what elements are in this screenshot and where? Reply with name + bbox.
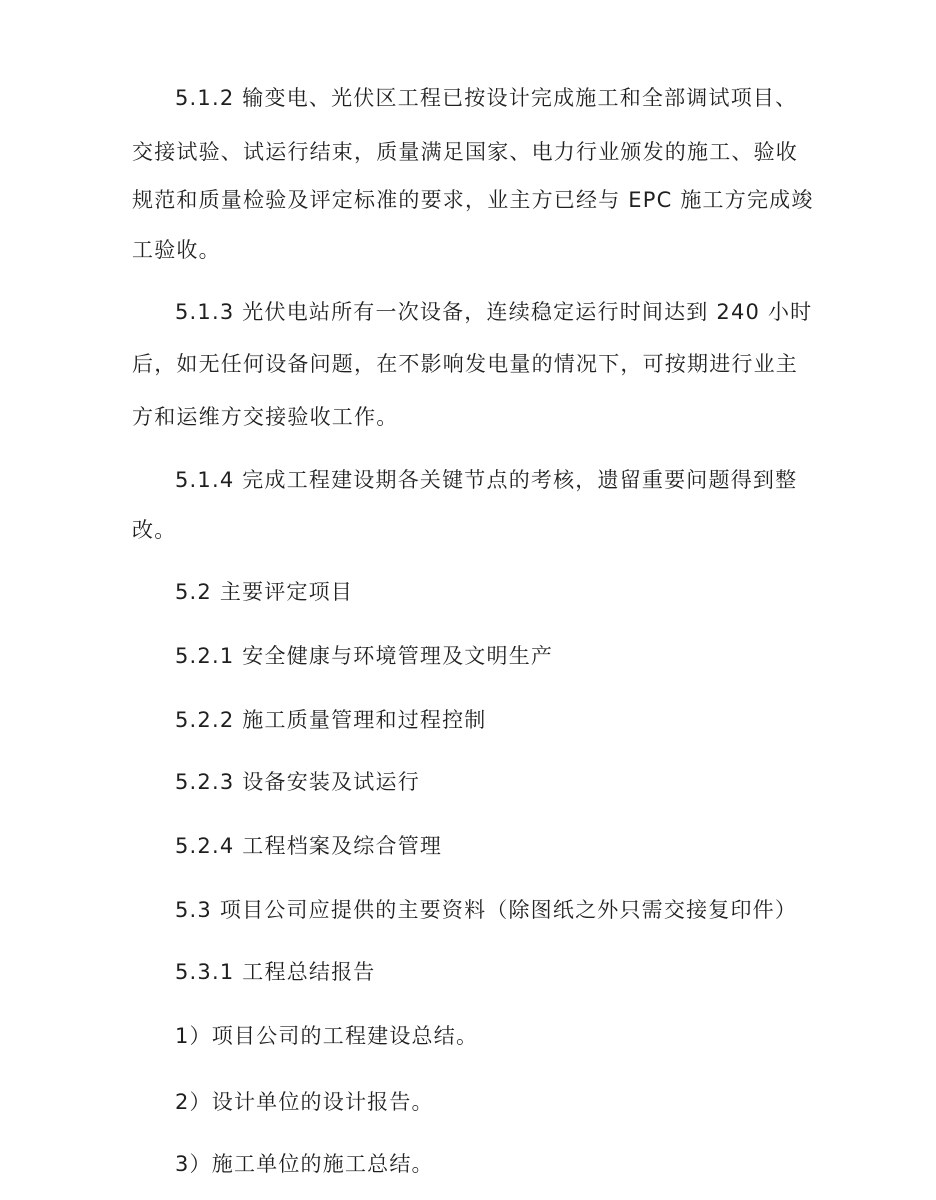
para-5-1-2-line-3: 规范和质量检验及评定标准的要求，业主方已经与 EPC 施工方完成竣 <box>132 188 814 212</box>
para-5-1-3-line-1: 5.1.3 光伏电站所有一次设备，连续稳定运行时间达到 240 小时 <box>175 300 813 324</box>
para-5-1-3-line-2: 后，如无任何设备问题，在不影响发电量的情况下，可按期进行业主 <box>132 352 798 376</box>
para-5-1-4-line-1: 5.1.4 完成工程建设期各关键节点的考核，遗留重要问题得到整 <box>175 468 798 492</box>
heading-5-2-2: 5.2.2 施工质量管理和过程控制 <box>175 708 487 732</box>
heading-5-2-3: 5.2.3 设备安装及试运行 <box>175 770 420 794</box>
para-5-1-4-line-2: 改。 <box>132 518 177 542</box>
heading-5-2: 5.2 主要评定项目 <box>175 580 354 604</box>
list-item: 3）施工单位的施工总结。 <box>175 1152 434 1176</box>
para-5-1-2-line-2: 交接试验、试运行结束，质量满足国家、电力行业颁发的施工、验收 <box>132 140 798 164</box>
heading-5-3-1: 5.3.1 工程总结报告 <box>175 960 376 984</box>
list-item: 1）项目公司的工程建设总结。 <box>175 1024 479 1048</box>
para-5-1-3-line-3: 方和运维方交接验收工作。 <box>132 405 399 429</box>
para-5-1-2-line-1: 5.1.2 输变电、光伏区工程已按设计完成施工和全部调试项目、 <box>175 86 798 110</box>
heading-5-2-1: 5.2.1 安全健康与环境管理及文明生产 <box>175 644 554 668</box>
heading-5-2-4: 5.2.4 工程档案及综合管理 <box>175 834 443 858</box>
heading-5-3: 5.3 项目公司应提供的主要资料（除图纸之外只需交接复印件） <box>175 898 798 922</box>
list-item: 2）设计单位的设计报告。 <box>175 1090 434 1114</box>
para-5-1-2-line-4: 工验收。 <box>132 238 221 262</box>
